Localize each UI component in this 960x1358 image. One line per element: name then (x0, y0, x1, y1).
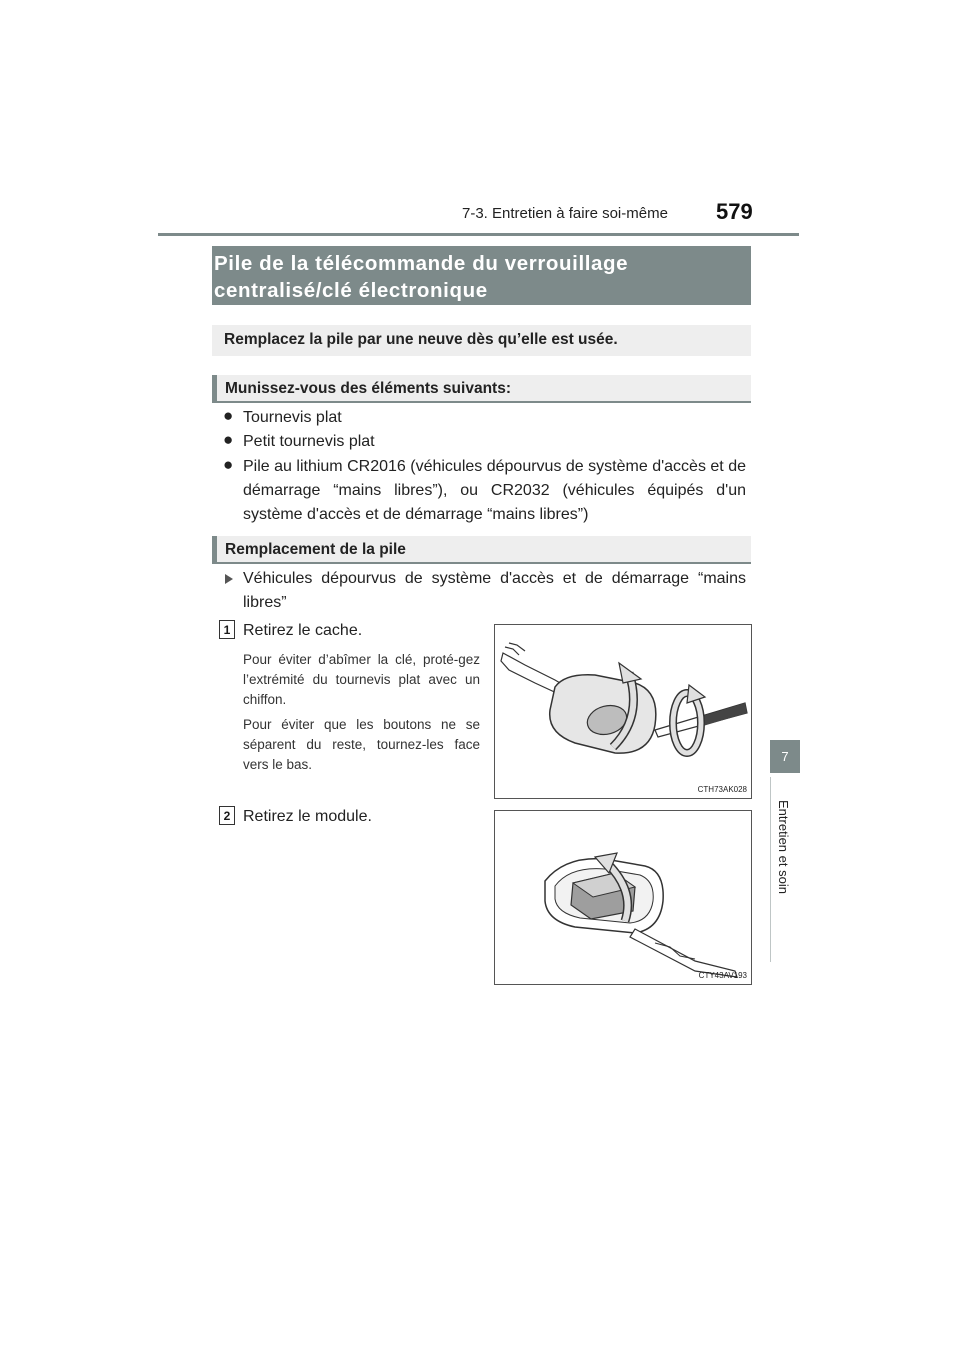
replacement-subheading: Remplacement de la pile (225, 541, 406, 558)
figure-remove-cover (494, 624, 752, 799)
replacement-subheading-bar (212, 536, 217, 562)
chapter-number: 7 (781, 749, 789, 764)
step-number-badge: 2 (219, 806, 235, 825)
bullet-icon: ● (223, 430, 234, 449)
list-item: Petit tournevis plat (243, 433, 375, 450)
page-number: 579 (716, 199, 753, 224)
step-number-badge: 1 (219, 620, 235, 639)
bullet-icon: ● (223, 406, 234, 425)
step-text: Retirez le module. (243, 808, 372, 825)
list-item: Pile au lithium CR2016 (véhicules dépourvus de système d'accès et de démarrage “mains libres”), ou CR2032 (véhicules équipés d'un système d'accès et de démarrage “mains libres”) (243, 458, 746, 523)
list-item: Tournevis plat (243, 409, 342, 426)
intro-text: Remplacez la pile par une neuve dès qu’elle est usée. (224, 331, 618, 348)
step-text: Retirez le cache. (243, 622, 363, 639)
condition-text: Véhicules dépourvus de système d'accès et de démarrage “mains libres” (243, 570, 746, 611)
key-module-illustration (495, 811, 751, 984)
title-line-1: Pile de la télécommande du verrouillage (214, 252, 629, 275)
page-title (214, 250, 744, 304)
items-subheading: Munissez-vous des éléments suivants: (225, 380, 511, 397)
chapter-label: Entretien et soin (776, 800, 791, 894)
figure-code: CTY43AV193 (698, 971, 747, 980)
figure-code: CTH73AK028 (697, 785, 747, 794)
figure-remove-module (494, 810, 752, 985)
section-title: 7-3. Entretien à faire soi-même (462, 205, 668, 222)
items-subheading-bar (212, 375, 217, 401)
header-rule (158, 233, 799, 236)
step-note: Pour éviter d’abîmer la clé, proté-gez l’extrémité du tournevis plat avec un chiffon. (243, 652, 480, 707)
bullet-icon: ● (223, 455, 234, 474)
key-cover-illustration (495, 625, 751, 798)
title-line-2: centralisé/clé électronique (214, 279, 488, 302)
triangle-bullet-icon (225, 574, 233, 584)
step-note: Pour éviter que les boutons ne se séparent du reste, tournez-les face vers le bas. (243, 717, 480, 772)
